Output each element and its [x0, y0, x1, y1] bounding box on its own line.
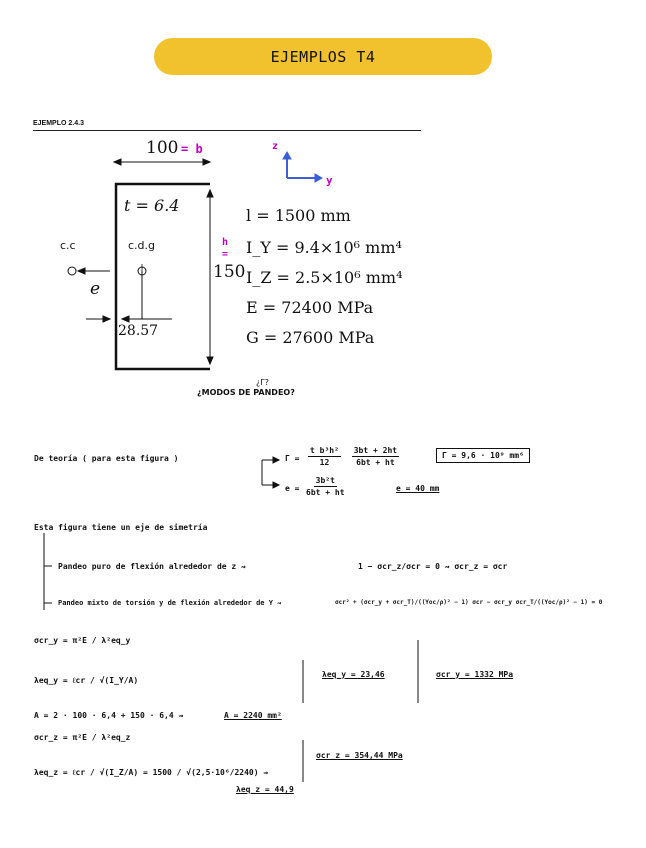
example-label: EJEMPLO 2.4.3 [33, 120, 84, 127]
axis-z-label: z [272, 141, 279, 152]
e-frac [303, 476, 348, 497]
gamma-den-1: 12 [319, 458, 330, 467]
e-result: e = 40 mm [396, 484, 440, 493]
question-modes: ¿MODOS DE PANDEO? [197, 388, 295, 397]
centroid-label: c.d.g [128, 239, 156, 252]
note-pandeo-1: Pandeo puro de flexión alrededor de z ⇝ [58, 562, 246, 571]
dim-b-value: 100 [146, 138, 179, 158]
dim-h-value: 150 [213, 262, 246, 282]
gamma-frac-1 [305, 446, 402, 467]
leq-z-definition: λeq_z = ℓcr / √(I_Z/A) = 1500 / √(2,5·10⁶/2240) ⇝ [34, 768, 269, 777]
e-lhs: e = [285, 484, 300, 493]
gamma-lhs: Γ = [285, 454, 300, 463]
area-calc: A = 2 · 100 · 6,4 + 150 · 6,4 ⇝ [34, 711, 184, 720]
eccentricity-label: e [90, 279, 101, 299]
scr-y-result: σcr_y = 1332 MPa [436, 670, 514, 679]
gamma-num-1: t b³h² [310, 446, 339, 455]
scr-z-result: σcr_z = 354,44 MPa [316, 751, 403, 760]
note-pandeo-2: Pandeo mixto de torsión y de flexión alrededor de Y ⇝ [58, 599, 282, 607]
note-simetria: Esta figura tiene un eje de simetría [34, 523, 208, 532]
area-result: A = 2240 mm² [224, 711, 282, 720]
prop-e: E = 72400 MPa [246, 298, 374, 317]
shear-center-label: c.c [60, 239, 76, 252]
h-mark: h [222, 237, 229, 248]
prop-iz: I_Z = 2.5×10⁶ mm⁴ [246, 268, 403, 287]
question-gamma: ¿Γ? [256, 378, 269, 387]
prop-length: l = 1500 mm [246, 206, 351, 225]
prop-g: G = 27600 MPa [246, 328, 375, 347]
leq-y-definition: λeq_y = ℓcr / √(I_Y/A) [34, 676, 139, 685]
page-title: EJEMPLOS T4 [270, 47, 376, 66]
scr-z-definition: σcr_z = π²E / λ²eq_z [34, 733, 131, 742]
gamma-result: Γ = 9,6 · 10⁹ mm⁶ [436, 448, 530, 463]
e-den: 6bt + ht [306, 488, 345, 497]
dim-2857-value: 28.57 [118, 323, 159, 339]
dim-b-mark: = b [181, 142, 203, 156]
pandeo-2-eq: σcr² + (σcr_y + σcr_T)/((Yoc/ρ)² − 1) σcr − σcr_y σcr_T/((Yoc/ρ)² − 1) = 0 [335, 599, 603, 606]
h-mark-eq: = [222, 249, 229, 260]
scr-y-definition: σcr_y = π²E / λ²eq_y [34, 636, 131, 645]
leq-z-result: λeq_z = 44,9 [236, 785, 294, 794]
axis-y-label: y [326, 174, 333, 187]
gamma-den-2: 6bt + ht [356, 458, 395, 467]
note-teoria: De teoría ( para esta figura ) [34, 454, 179, 463]
pandeo-1-eq: 1 − σcr_z/σcr = 0 ⇝ σcr_z = σcr [358, 562, 508, 571]
gamma-num-2: 3bt + 2ht [353, 446, 398, 455]
leq-y-result: λeq_y = 23,46 [322, 670, 385, 679]
prop-iy: I_Y = 9.4×10⁶ mm⁴ [246, 238, 402, 257]
thickness-label: t = 6.4 [124, 196, 180, 215]
e-num: 3b²t [315, 476, 335, 485]
